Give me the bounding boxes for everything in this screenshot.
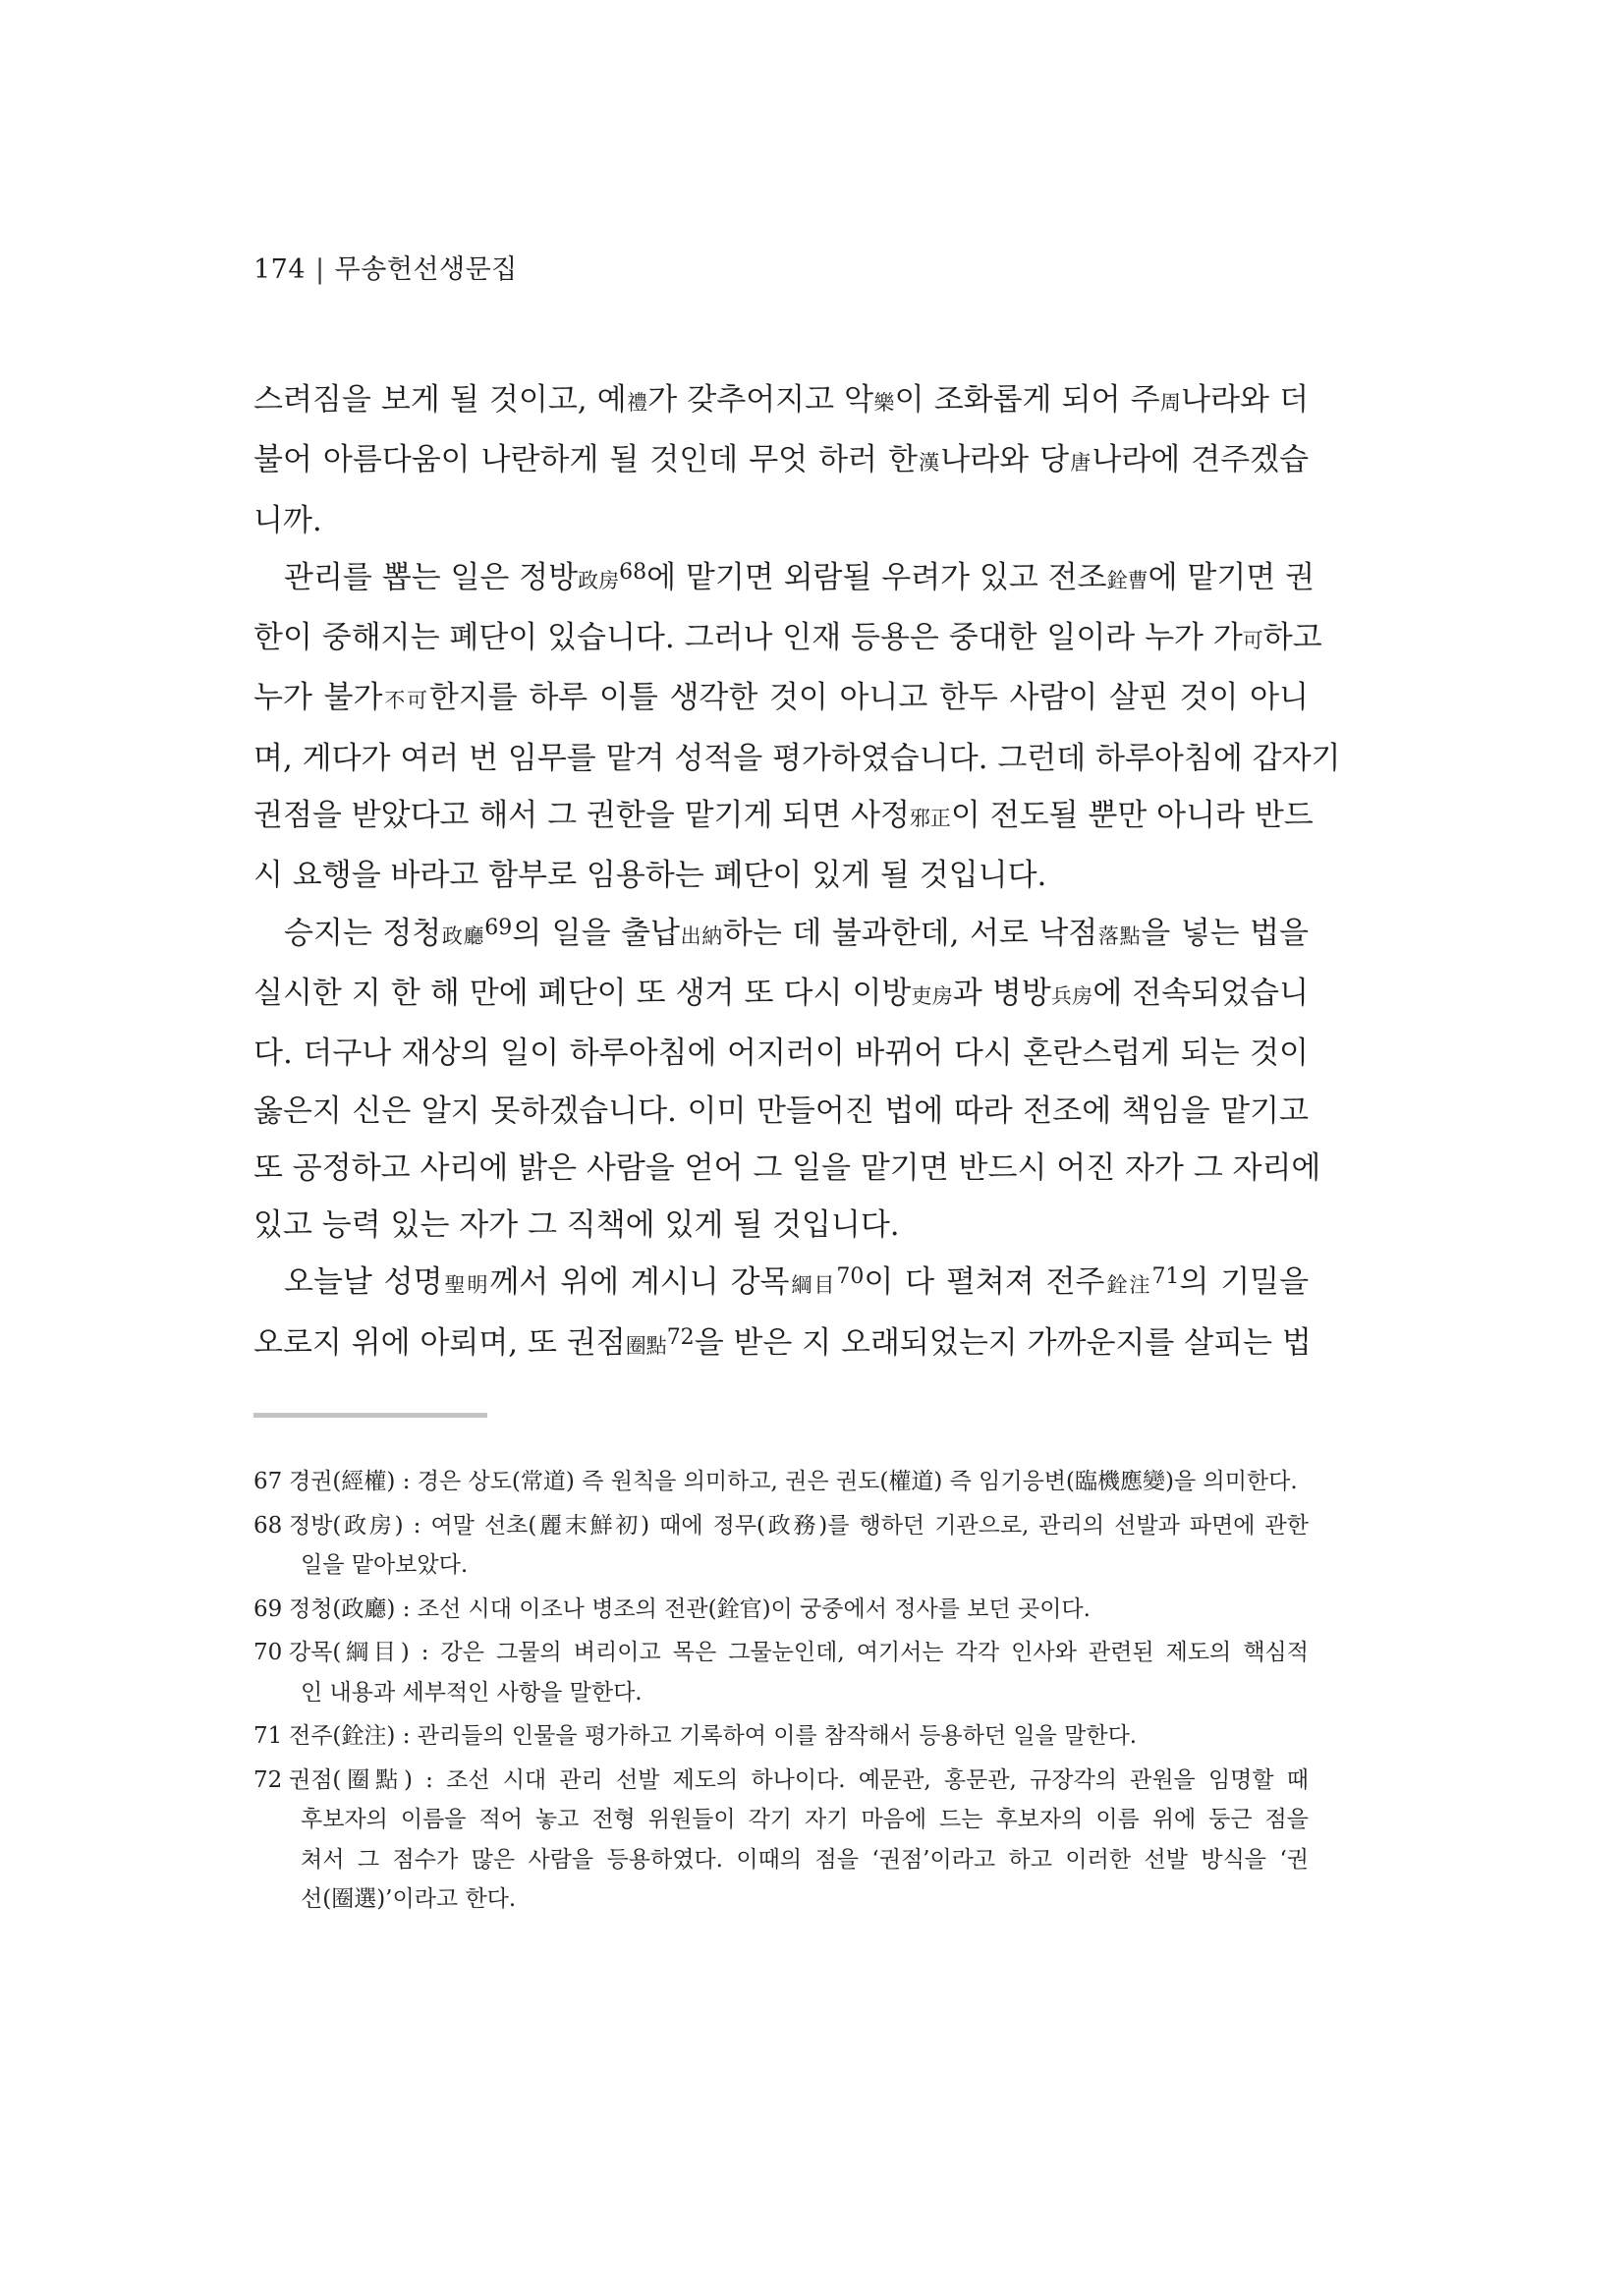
footnote-text: 일을 맡아보았다. bbox=[301, 1552, 469, 1578]
footnote-67 bbox=[253, 1462, 1309, 1502]
footnote-number: 67 bbox=[253, 1469, 283, 1494]
footnote-text: 전주(銓注) : 관리들의 인물을 평가하고 기록하여 이를 참작해서 등용하던 일을 말한다. bbox=[289, 1723, 1138, 1749]
footnote-ref: 69 bbox=[484, 915, 513, 940]
running-header bbox=[253, 248, 518, 286]
text-line: 누가 불가不可한지를 하루 이틀 생각한 것이 아니고 한두 사람이 살핀 것이 아니 bbox=[253, 680, 1310, 716]
text-line: 옳은지 신은 알지 못하겠습니다. 이미 만들어진 법에 따라 전조에 책임을 맡기고 bbox=[253, 1092, 1309, 1129]
footnote-divider bbox=[253, 1413, 487, 1418]
footnote-ref: 70 bbox=[836, 1264, 865, 1290]
text-line: 다. 더구나 재상의 일이 하루아침에 어지러이 바뀌어 다시 혼란스럽게 되는 것이 bbox=[253, 1036, 1309, 1072]
text-line: 권점을 받았다고 해서 그 권한을 맡기게 되면 사정邪正이 전도될 뿐만 아니라 반드 bbox=[253, 798, 1314, 834]
header-separator: | bbox=[315, 254, 325, 285]
text-line: 오로지 위에 아뢰며, 또 권점圈點$^{72}$을 받은 지 오래되었는지 가까운지를 살피는 법 bbox=[253, 1324, 1312, 1361]
footnote-number: 68 bbox=[253, 1512, 283, 1539]
footnote-number: 70 bbox=[253, 1640, 283, 1665]
footnote-text: 경권(經權) : 경은 상도(常道) 즉 원칙을 의미하고, 권은 권도(權道) 즉 임기응변(臨機應變)을 의미한다. bbox=[289, 1469, 1298, 1494]
footnote-text: 후보자의 이름을 적어 놓고 전형 위원들이 각기 자기 마음에 드는 후보자의 이름 위에 둥근 점을 bbox=[301, 1807, 1309, 1832]
book-title: 무송헌선생문집 bbox=[334, 254, 518, 285]
footnote-ref: 71 bbox=[1151, 1264, 1180, 1290]
text-line: 니까. bbox=[253, 502, 322, 538]
text-line: 스려짐을 보게 될 것이고, 예禮가 갖추어지고 악樂이 조화롭게 되어 주周나라와 더 bbox=[253, 382, 1310, 418]
text-line: 불어 아름다움이 나란하게 될 것인데 무엇 하러 한漢나라와 당唐나라에 견주겠습 bbox=[253, 442, 1310, 478]
footnote-ref: 72 bbox=[666, 1324, 695, 1350]
text-line: 며, 게다가 여러 번 임무를 맡겨 성적을 평가하였습니다. 그런데 하루아침에 갑자기 bbox=[253, 740, 1341, 776]
footnote-number: 72 bbox=[253, 1766, 283, 1793]
footnote-number: 69 bbox=[253, 1596, 283, 1622]
text-line: 한이 중해지는 폐단이 있습니다. 그러나 인재 등용은 중대한 일이라 누가 가可하고 bbox=[253, 620, 1322, 656]
footnotes bbox=[253, 1462, 1309, 1920]
footnote-text: 인 내용과 세부적인 사항을 말한다. bbox=[301, 1679, 643, 1706]
footnote-text: 정청(政廳) : 조선 시대 이조나 병조의 전관(銓官)이 궁중에서 정사를 보던 곳이다. bbox=[289, 1596, 1091, 1622]
footnote-number: 71 bbox=[253, 1723, 283, 1749]
footnote-text: 강목(綱目) : 강은 그물의 벼리이고 목은 그물눈인데, 여기서는 각각 인사와 관련된 제도의 핵심적 bbox=[289, 1640, 1309, 1665]
footnote-text: 정방(政房) : 여말 선초(麗末鮮初) 때에 정무(政務)를 행하던 기관으로, 관리의 선발과 파면에 관한 bbox=[289, 1512, 1309, 1539]
footnote-71 bbox=[253, 1716, 1309, 1757]
footnote-text: 쳐서 그 점수가 많은 사람을 등용하였다. 이때의 점을 ‘권점’이라고 하고 이러한 선발 방식을 ‘권 bbox=[301, 1846, 1309, 1873]
footnote-68 bbox=[253, 1506, 1309, 1586]
text-line: 승지는 정청政廳$^{69}$의 일을 출납出納하는 데 불과한데, 서로 낙점落點을 넣는 법을 bbox=[284, 915, 1309, 951]
page-number: 174 bbox=[253, 254, 307, 285]
text-line: 시 요행을 바라고 함부로 임용하는 폐단이 있게 될 것입니다. bbox=[253, 858, 1047, 894]
footnote-ref: 68 bbox=[619, 559, 647, 585]
footnote-text: 선(圈選)’이라고 한다. bbox=[301, 1886, 517, 1912]
text-line: 또 공정하고 사리에 밝은 사람을 얻어 그 일을 맡기면 반드시 어진 자가 그 자리에 bbox=[253, 1149, 1321, 1186]
footnote-72 bbox=[253, 1761, 1309, 1920]
text-line: 오늘날 성명聖明께서 위에 계시니 강목綱目$^{70}$이 다 펼쳐져 전주銓注$^{71}$의 기밀을 bbox=[284, 1264, 1310, 1301]
footnote-69 bbox=[253, 1590, 1309, 1630]
footnote-text: 권점(圈點) : 조선 시대 관리 선발 제도의 하나이다. 예문관, 홍문관, 규장각의 관원을 임명할 때 bbox=[289, 1766, 1309, 1793]
main-text bbox=[253, 371, 1341, 1374]
footnote-70 bbox=[253, 1633, 1309, 1712]
text-line: 관리를 뽑는 일은 정방政房$^{68}$에 맡기면 외람될 우려가 있고 전조銓曹에 맡기면 권 bbox=[284, 559, 1316, 595]
text-line: 있고 능력 있는 자가 그 직책에 있게 될 것입니다. bbox=[253, 1207, 900, 1244]
text-line: 실시한 지 한 해 만에 폐단이 또 생겨 또 다시 이방吏房과 병방兵房에 전속되었습니 bbox=[253, 975, 1310, 1011]
